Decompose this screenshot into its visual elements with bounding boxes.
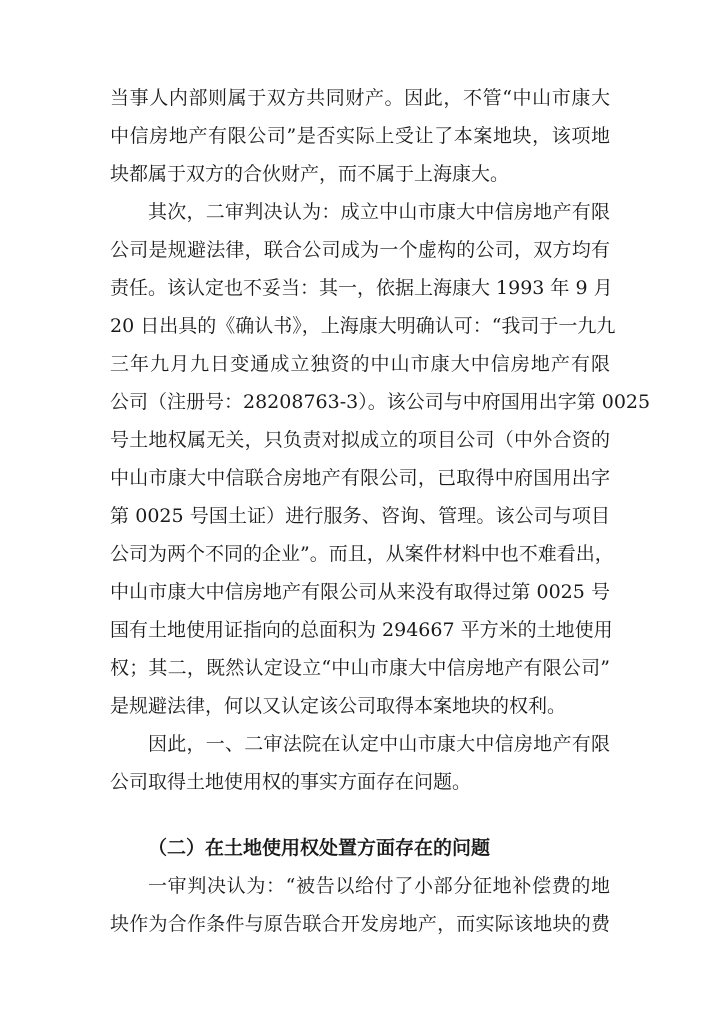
paragraph-line: 20 日出具的《确认书》，上海康大明确认可：“我司于一九九 — [110, 315, 616, 337]
paragraph-line: 中山市康大中信房地产有限公司从来没有取得过第 0025 号 — [110, 581, 610, 603]
paragraph-line: 权；其二，既然认定设立“中山市康大中信房地产有限公司” — [110, 657, 610, 679]
paragraph-line: 公司取得土地使用权的事实方面存在问题。 — [110, 771, 472, 793]
paragraph-line: 责任。该认定也不妥当：其一，依据上海康大 1993 年 9 月 — [110, 277, 613, 299]
paragraph-line: 第 0025 号国土证）进行服务、咨询、管理。该公司与项目 — [110, 505, 610, 527]
paragraph-line: 块都属于双方的合伙财产，而不属于上海康大。 — [110, 163, 510, 185]
section-heading: （二）在土地使用权处置方面存在的问题 — [148, 837, 491, 859]
paragraph-line: 国有土地使用证指向的总面积为 294667 平方米的土地使用 — [110, 619, 613, 641]
paragraph-line: 当事人内部则属于双方共同财产。因此，不管“中山市康大 — [110, 87, 610, 109]
paragraph-line: 公司为两个不同的企业”。而且，从案件材料中也不难看出， — [110, 543, 614, 565]
paragraph-line: 是规避法律，何以又认定该公司取得本案地块的权利。 — [110, 695, 567, 717]
paragraph-line: 块作为合作条件与原告联合开发房地产，而实际该地块的费 — [110, 913, 610, 935]
paragraph-line: 其次，二审判决认为：成立中山市康大中信房地产有限 — [148, 201, 610, 223]
paragraph-line: 中山市康大中信联合房地产有限公司，已取得中府国用出字 — [110, 467, 610, 489]
paragraph-line: 号土地权属无关，只负责对拟成立的项目公司（中外合资的 — [110, 429, 610, 451]
paragraph-line: 中信房地产有限公司”是否实际上受让了本案地块，该项地 — [110, 125, 610, 147]
paragraph-line: 一审判决认为：“被告以给付了小部分征地补偿费的地 — [148, 875, 610, 897]
paragraph-line: 三年九月九日变通成立独资的中山市康大中信房地产有限 — [110, 353, 610, 375]
paragraph-line: 公司（注册号：28208763-3）。该公司与中府国用出字第 0025 — [110, 391, 651, 413]
paragraph-line: 公司是规避法律，联合公司成为一个虚构的公司，双方均有 — [110, 239, 610, 261]
paragraph-line: 因此，一、二审法院在认定中山市康大中信房地产有限 — [148, 733, 610, 755]
